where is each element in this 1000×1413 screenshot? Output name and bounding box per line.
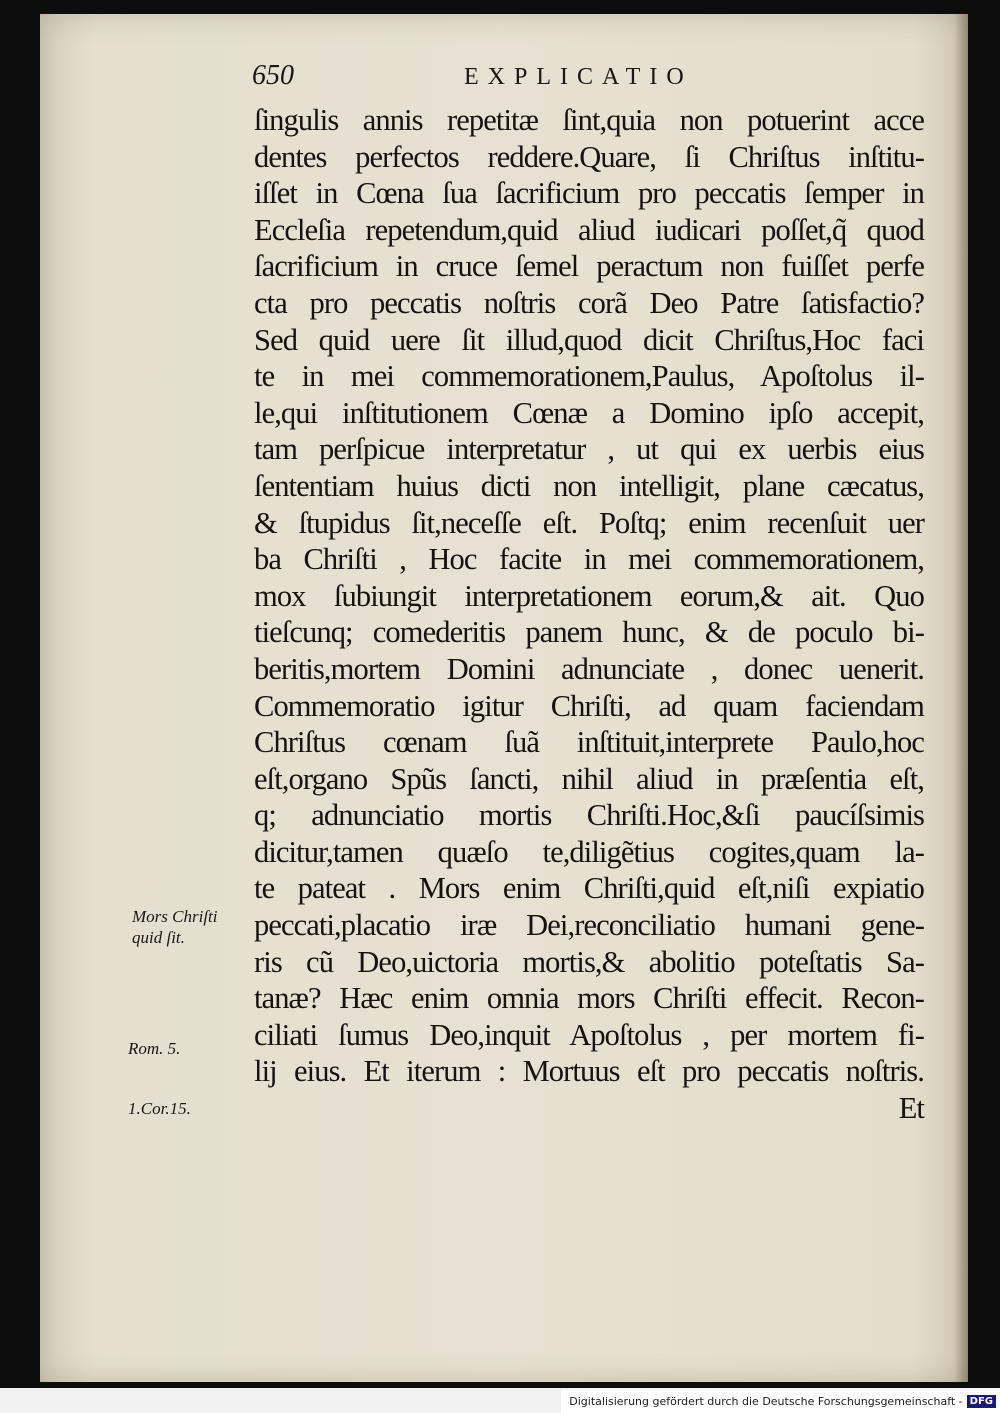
text-line: Sed quid uere ſit illud,quod dicit Chriſtus,Hoc faci xyxy=(254,322,924,357)
text-line: ciliati ſumus Deo,inquit Apoſtolus , per mortem fi- xyxy=(254,1017,924,1052)
body-text xyxy=(254,102,924,1127)
text-line: ſacrificium in cruce ſemel peractum non fuiſſet perfe xyxy=(254,249,924,284)
text-line: ris cũ Deo,uictoria mortis,& abolitio poteſtatis Sa- xyxy=(254,944,924,979)
dfg-logo: DFG xyxy=(967,1395,996,1408)
text-line: cta pro peccatis noſtris corã Deo Patre ſatisfactio? xyxy=(254,285,924,320)
text-line: ſingulis annis repetitæ ſint,quia non potuerint acce xyxy=(254,103,924,137)
text-line: ba Chriſti , Hoc facite in mei commemorationem, xyxy=(254,542,924,577)
text-line: te in mei commemorationem,Paulus, Apoſtolus il- xyxy=(254,359,924,394)
text-line: te pateat . Mors enim Chriſti,quid eſt,niſi expiatio xyxy=(254,871,924,906)
text-line: ſententiam huius dicti non intelligit, plane cæcatus, xyxy=(254,468,924,503)
text-line: beritis,mortem Domini adnunciate , donec uenerit. xyxy=(254,651,924,686)
page-header xyxy=(252,58,762,98)
page-gutter-shadow xyxy=(954,14,968,1382)
text-line: Chriſtus cœnam ſuã inſtituit,interprete Paulo,hoc xyxy=(254,725,924,760)
digitization-credit xyxy=(561,1390,1000,1413)
marginal-note-romans: Rom. 5. xyxy=(128,1039,181,1058)
text-line: le,qui inſtitutionem Cœnæ a Domino ipſo accepit, xyxy=(254,395,924,430)
credit-text: Digitalisierung gefördert durch die Deutsche Forschungsgemeinschaft - xyxy=(569,1395,963,1408)
catchword: Et xyxy=(898,1091,924,1126)
marginal-note-corinthians: 1.Cor.15. xyxy=(128,1099,191,1118)
running-head: EXPLICATIO xyxy=(464,64,693,90)
text-line: eſt,organo Spũs ſancti, nihil aliud in præſentia eſt, xyxy=(254,761,924,796)
text-line: tanæ? Hæc enim omnia mors Chriſti effecit. Recon- xyxy=(254,981,924,1016)
text-line: dicitur,tamen quæſo te,diligẽtius cogites,quam la- xyxy=(254,834,924,869)
page-number: 650 xyxy=(252,60,294,91)
text-line: lij eius. Et iterum : Mortuus eſt pro peccatis noſtris. xyxy=(254,1054,924,1089)
text-line: iſſet in Cœna ſua ſacrificium pro peccatis ſemper in xyxy=(254,176,924,211)
text-line: & ſtupidus ſit,neceſſe eſt. Poſtq; enim recenſuit uer xyxy=(254,505,924,540)
text-line: Commemoratio igitur Chriſti, ad quam faciendam xyxy=(254,688,924,723)
marginal-note-mors-christi: Mors Chriſti quid ſit. xyxy=(132,907,218,947)
text-line: tieſcunq; comederitis panem hunc, & de poculo bi- xyxy=(254,615,924,650)
text-line: mox ſubiungit interpretationem eorum,& ait. Quo xyxy=(254,578,924,613)
text-line: Eccleſia repetendum,quid aliud iudicari poſſet,q̃ quod xyxy=(254,212,924,247)
text-line: peccati,placatio iræ Dei,reconciliatio humani gene- xyxy=(254,908,924,943)
text-line: q; adnunciatio mortis Chriſti.Hoc,&ſi paucíſsimis xyxy=(254,798,924,833)
text-line: tam perſpicue interpretatur , ut qui ex uerbis eius xyxy=(254,432,924,467)
text-line: dentes perfectos reddere.Quare, ſi Chriſtus inſtitu- xyxy=(254,139,924,174)
